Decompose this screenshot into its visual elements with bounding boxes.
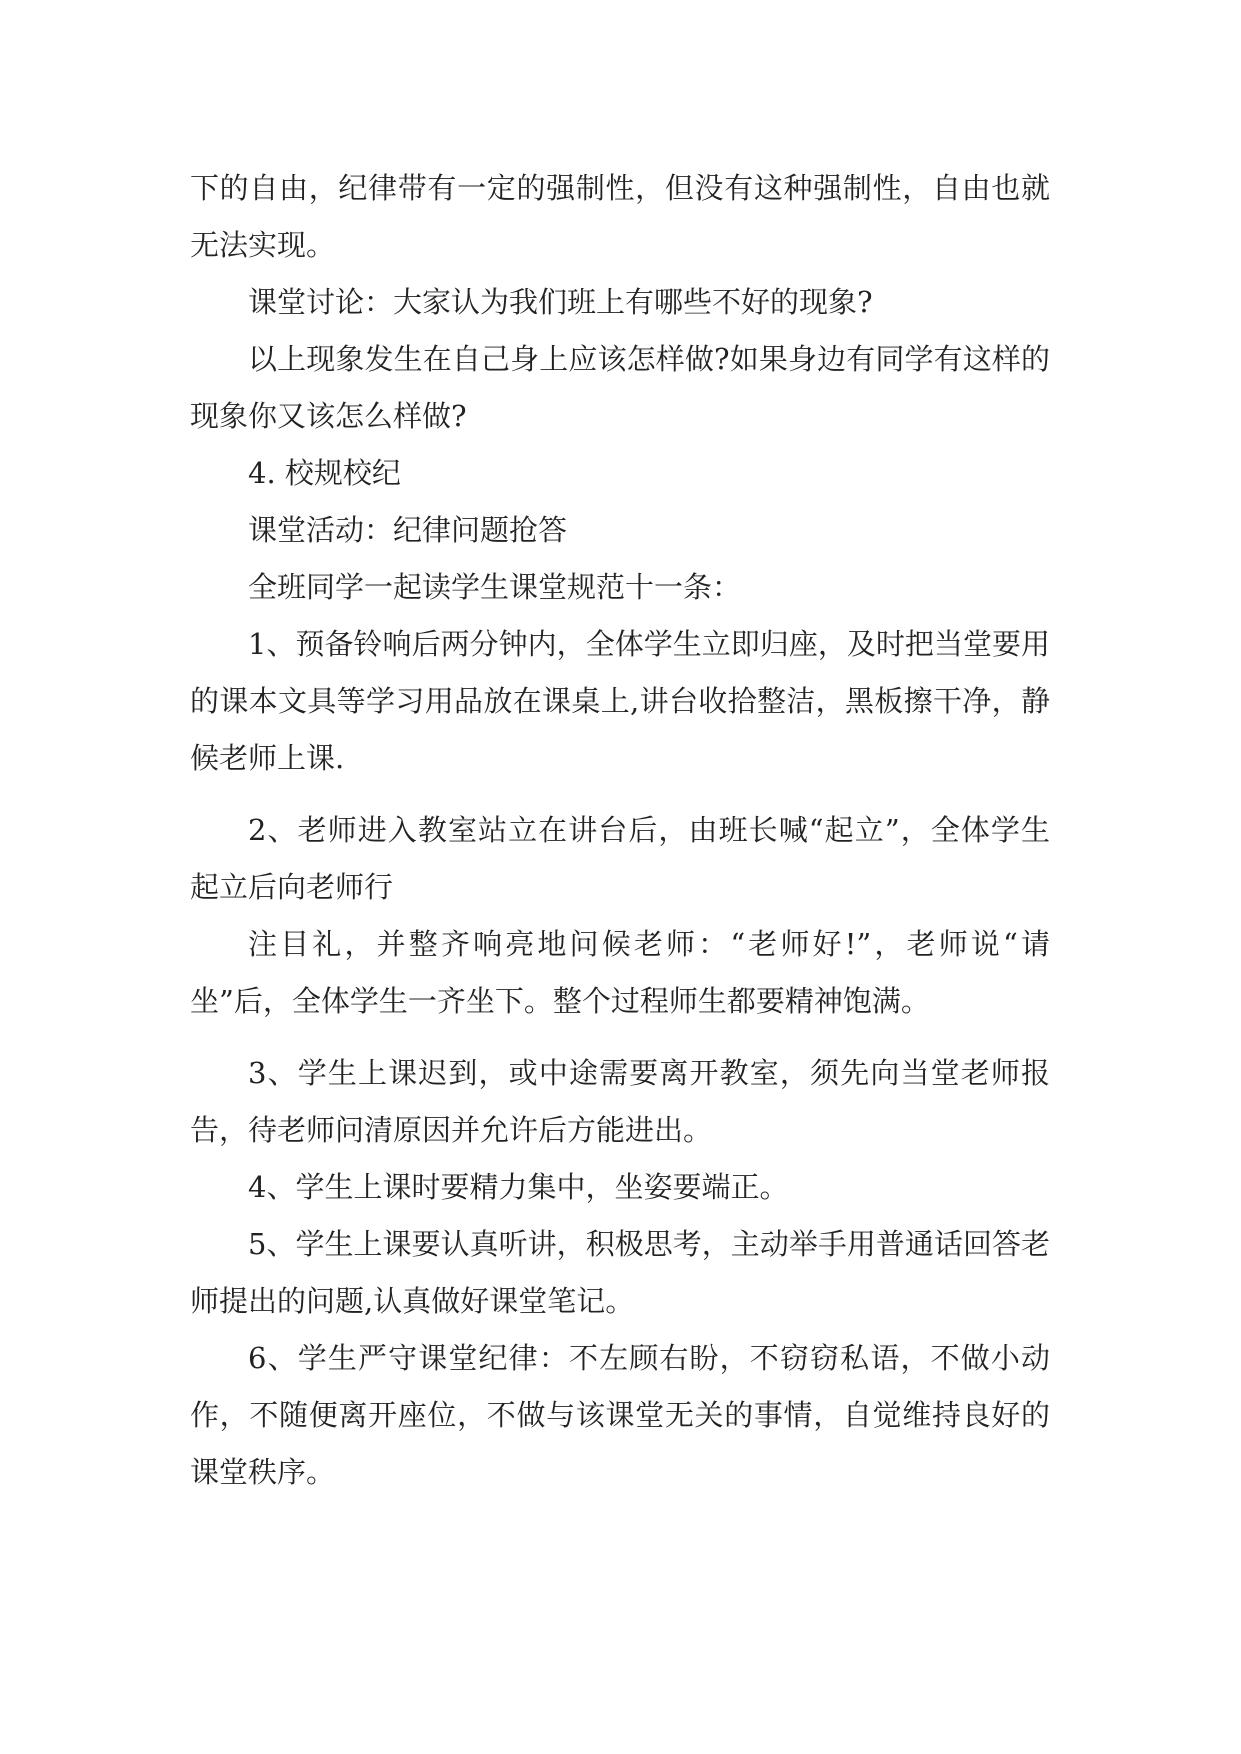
paragraph-discussion-question: 以上现象发生在自己身上应该怎样做?如果身边有同学有这样的现象你又该怎么样做?: [190, 342, 1050, 433]
section-heading-school-rules: 4. 校规校纪: [248, 456, 401, 490]
rule-item-2: 2、老师进入教室站立在讲台后，由班长喊“起立”，全体学生起立后向老师行: [190, 813, 1050, 904]
paragraph-freedom-discipline: 下的自由，纪律带有一定的强制性，但没有这种强制性，自由也就无法实现。: [190, 171, 1050, 262]
rule-item-4: 4、学生上课时要精力集中，坐姿要端正。: [248, 1170, 789, 1204]
rule-item-5: 5、学生上课要认真听讲，积极思考，主动举手用普通话回答老师提出的问题,认真做好课堂笔记。: [190, 1227, 1050, 1318]
rule-item-2-continued: 注目礼，并整齐响亮地问候老师：“老师好!”，老师说“请坐”后，全体学生一齐坐下。整个过程师生都要精神饱满。: [190, 927, 1050, 1018]
paragraph-read-rules: 全班同学一起读学生课堂规范十一条：: [248, 570, 742, 604]
document-body: [190, 160, 1050, 1501]
rule-item-3: 3、学生上课迟到，或中途需要离开教室，须先向当堂老师报告，待老师问清原因并允许后方能进出。: [190, 1056, 1050, 1147]
rule-item-1: 1、预备铃响后两分钟内，全体学生立即归座，及时把当堂要用的课本文具等学习用品放在课桌上,讲台收拾整洁，黑板擦干净，静候老师上课.: [190, 627, 1050, 775]
rule-item-6: 6、学生严守课堂纪律：不左顾右盼，不窃窃私语，不做小动作，不随便离开座位，不做与该课堂无关的事情，自觉维持良好的课堂秩序。: [190, 1341, 1050, 1489]
paragraph-class-discussion: 课堂讨论：大家认为我们班上有哪些不好的现象?: [248, 285, 873, 319]
paragraph-class-activity: 课堂活动：纪律问题抢答: [248, 513, 568, 547]
